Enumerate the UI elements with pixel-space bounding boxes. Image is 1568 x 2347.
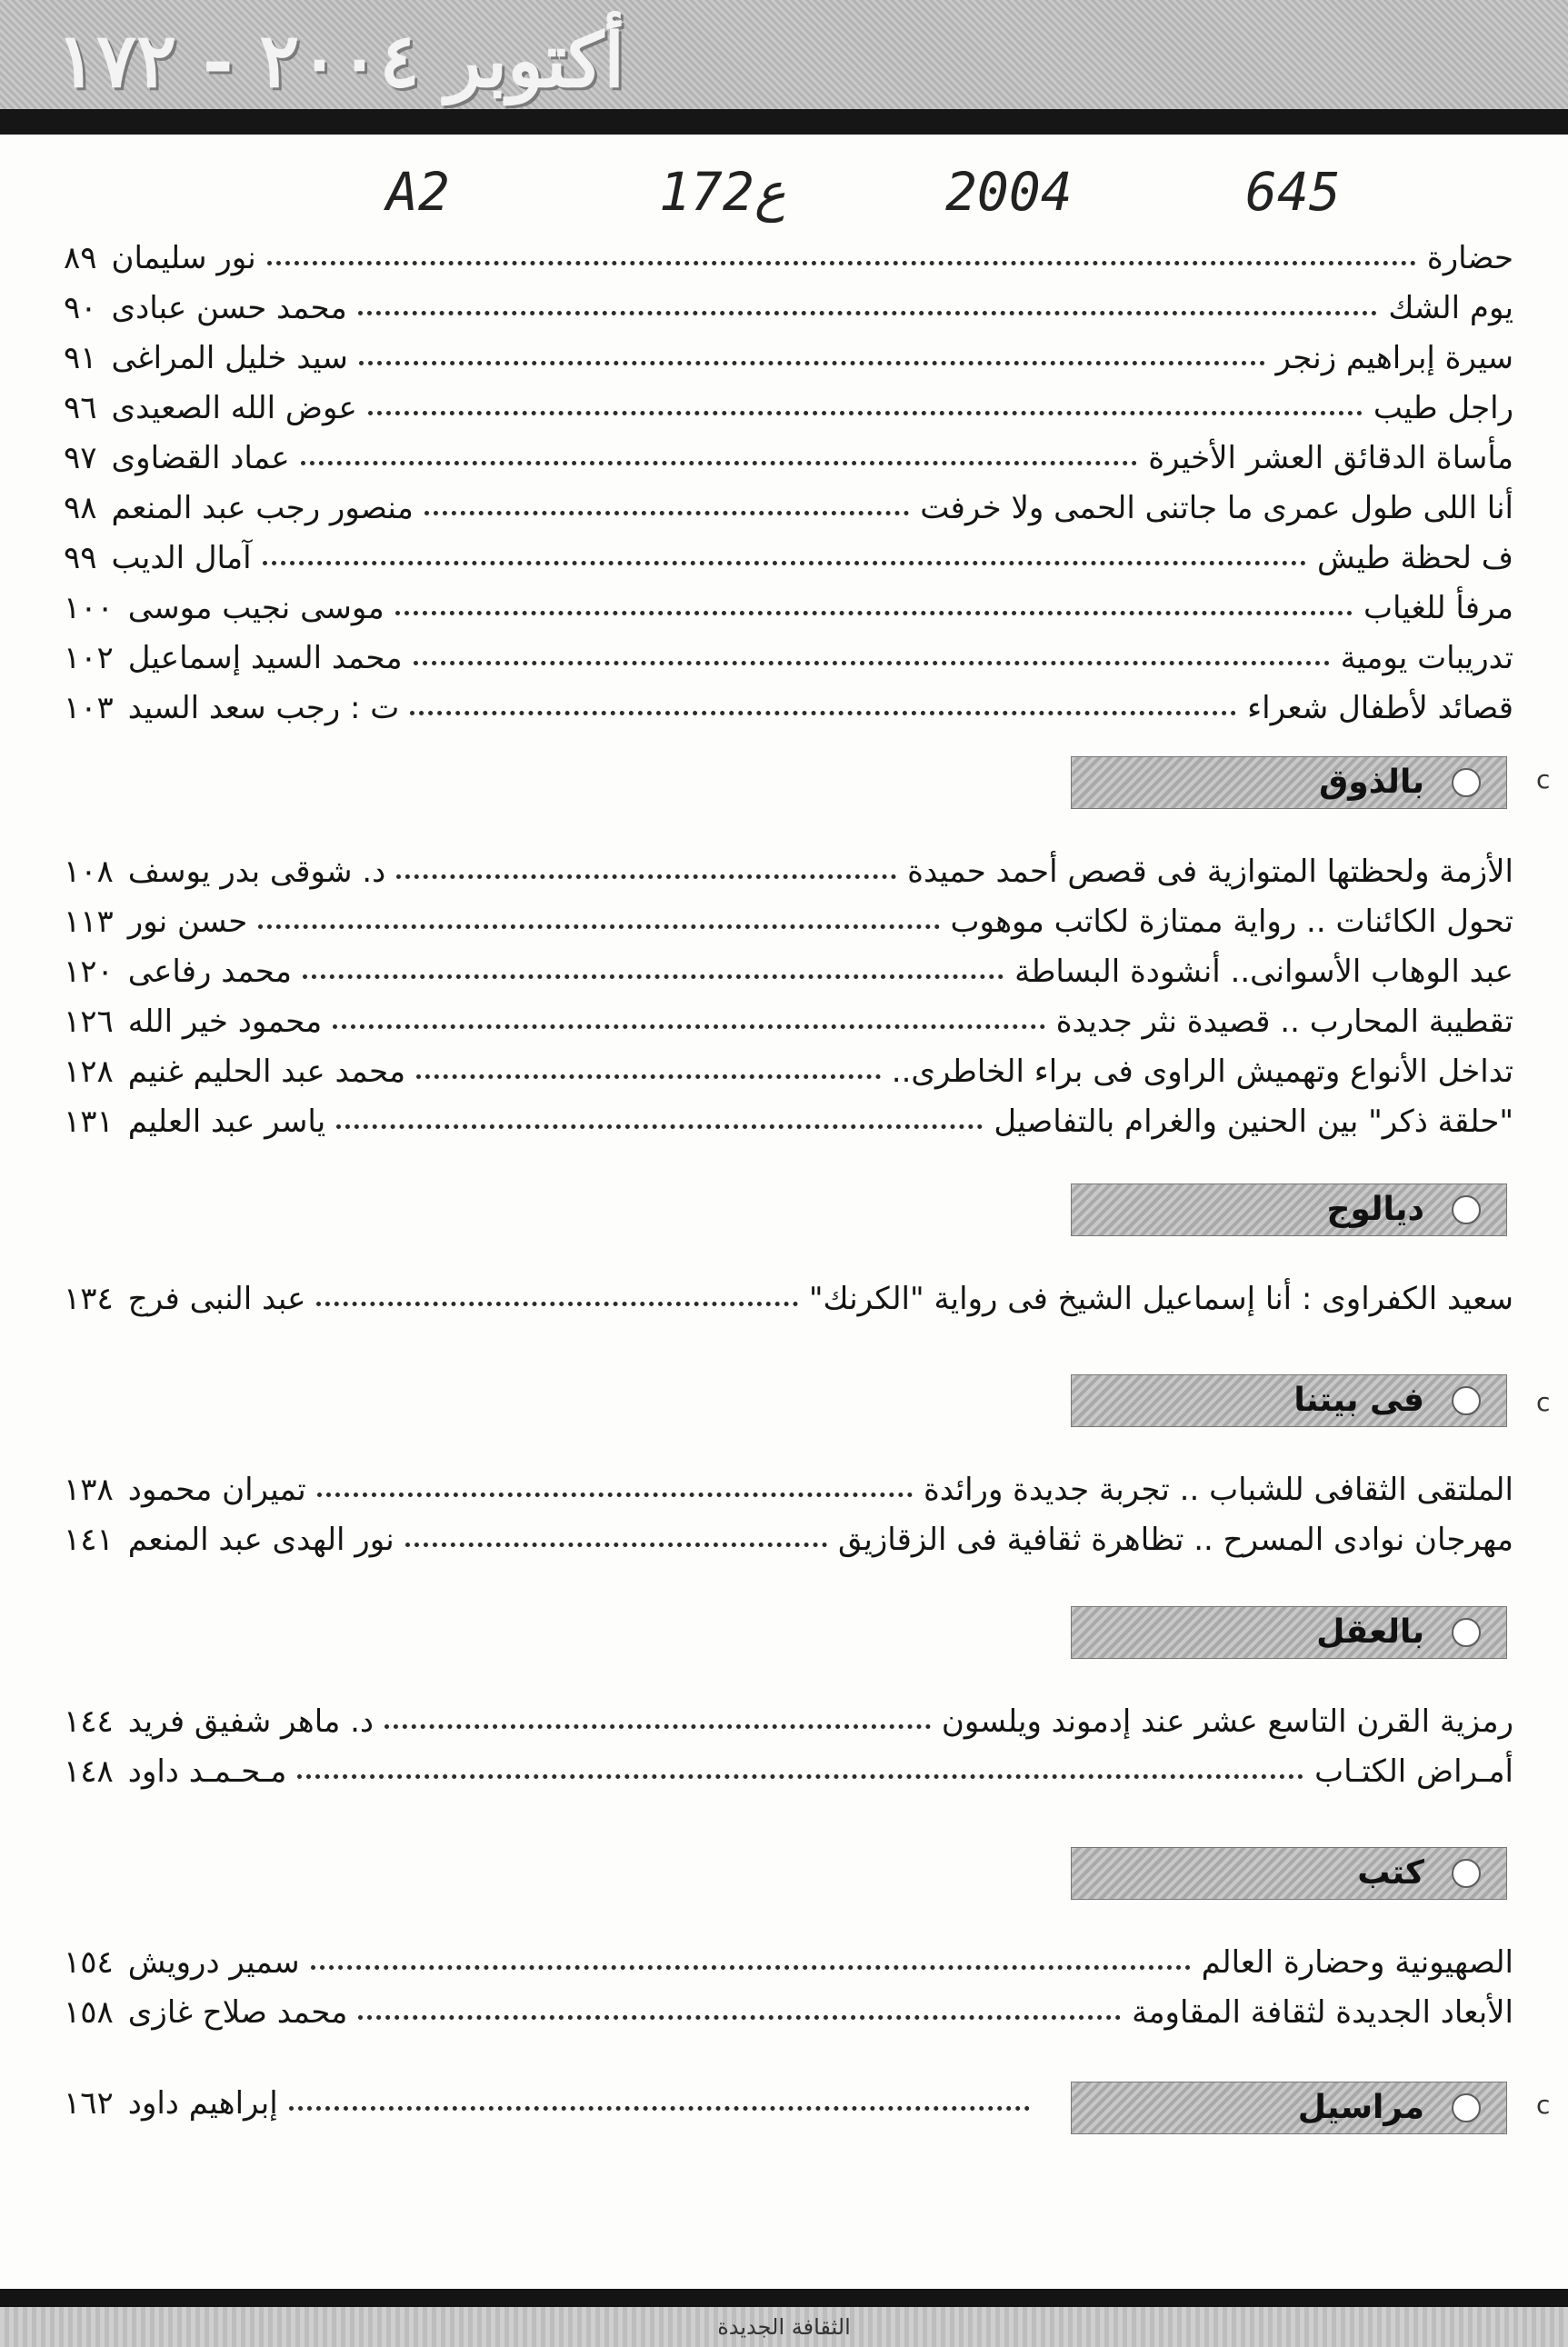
entry-author: محمد السيد إسماعيل — [127, 640, 403, 676]
entry-author: حسن نور — [127, 904, 248, 940]
dot-leader — [316, 1277, 797, 1306]
dot-leader — [303, 950, 1004, 979]
entry-author: محمد حسن عبادى — [111, 290, 347, 326]
entry-title: "حلقة ذكر" بين الحنين والغرام بالتفاصيل — [994, 1104, 1513, 1140]
dot-leader — [410, 686, 1236, 715]
entry-title: مأساة الدقائق العشر الأخيرة — [1148, 440, 1513, 476]
toc-entry — [64, 1468, 1513, 1512]
handwritten-issue: 172ع — [659, 161, 786, 223]
dot-leader — [297, 1750, 1303, 1779]
entry-page-number: ١٥٨ — [64, 1994, 114, 2031]
toc-entry — [64, 236, 1513, 280]
entry-page-number: ٩٠ — [64, 290, 97, 326]
entry-author: محمد رفاعى — [127, 954, 292, 990]
entry-author: محمد عبد الحليم غنيم — [127, 1054, 406, 1090]
entry-page-number: ١٤٨ — [64, 1753, 114, 1790]
toc-entry — [64, 1518, 1513, 1562]
section-label: كتب — [1357, 1854, 1424, 1892]
section-bullet-icon — [1452, 1386, 1481, 1415]
toc-entry — [64, 1050, 1513, 1094]
footer-title: الثقافة الجديدة — [717, 2314, 851, 2340]
entry-title: الأزمة ولحظتها المتوازية فى قصص أحمد حميدة — [907, 854, 1513, 890]
entry-page-number: ١٢٠ — [64, 954, 114, 990]
entry-author: سمير درويش — [127, 1944, 300, 1981]
section-heading — [1071, 1183, 1507, 1236]
entry-author: نور سليمان — [111, 240, 256, 276]
section-bullet-icon — [1452, 1859, 1481, 1888]
entry-title: أمـراض الكتـاب — [1314, 1753, 1513, 1790]
entry-page-number: ١٦٢ — [64, 2085, 114, 2122]
toc-entry — [64, 336, 1513, 380]
issue-title: أكتوبر ٢٠٠٤ - ١٧٢ — [56, 17, 624, 105]
entry-author: آمال الديب — [111, 540, 252, 576]
entry-page-number: ١٠٨ — [64, 854, 114, 890]
section-heading — [1071, 756, 1507, 809]
dot-leader — [416, 1050, 881, 1079]
entry-page-number: ٩٨ — [64, 490, 97, 526]
handwritten-year: 2004 — [945, 161, 1073, 223]
section-label: مراسيل — [1297, 2089, 1424, 2126]
entry-title: سيرة إبراهيم زنجر — [1275, 340, 1513, 376]
entry-author: د. ماهر شفيق فريد — [127, 1703, 375, 1740]
entry-page-number: ١٠٣ — [64, 690, 114, 726]
toc-entry — [64, 386, 1513, 430]
section-bullet-icon — [1452, 768, 1481, 797]
entry-author: د. شوقى بدر يوسف — [127, 854, 386, 890]
entry-author: عماد القضاوى — [111, 440, 290, 476]
entry-title: تدريبات يومية — [1340, 640, 1513, 676]
section-label: بالعقل — [1316, 1613, 1424, 1651]
dot-leader — [289, 2082, 1030, 2111]
entry-title: راجل طيب — [1373, 390, 1513, 426]
toc-entry — [64, 1991, 1513, 2034]
entry-title: مرفأ للغياب — [1363, 590, 1513, 626]
toc-entry — [64, 850, 1513, 894]
dot-leader — [358, 1991, 1121, 2020]
entry-title: ف لحظة طيش — [1317, 540, 1513, 576]
toc-entry — [64, 950, 1513, 994]
section-heading — [1071, 1374, 1507, 1427]
handwritten-code: A2 — [386, 161, 450, 223]
entry-page-number: ٩٦ — [64, 390, 97, 426]
entry-title: رمزية القرن التاسع عشر عند إدموند ويلسون — [941, 1703, 1513, 1740]
entry-author: محمد صلاح غازى — [127, 1994, 348, 2031]
entry-page-number: ١٣٨ — [64, 1472, 114, 1508]
entry-page-number: ٩٧ — [64, 440, 97, 476]
binding-mark: ᴄ — [1536, 764, 1551, 794]
handwritten-page: 645 — [1245, 161, 1341, 223]
dot-leader — [359, 336, 1265, 365]
dot-leader — [395, 586, 1353, 615]
entry-page-number: ٨٩ — [64, 240, 97, 276]
entry-page-number: ١٣٤ — [64, 1281, 114, 1317]
entry-author: إبراهيم داود — [127, 2085, 278, 2122]
dot-leader — [301, 436, 1138, 465]
section-heading — [1071, 2082, 1507, 2134]
section-label: فى بيتنا — [1293, 1382, 1424, 1419]
toc-entry — [64, 286, 1513, 330]
dot-leader — [396, 850, 896, 879]
binding-mark: ᴄ — [1536, 1387, 1551, 1417]
footer-bar — [0, 2289, 1568, 2307]
entry-page-number: ١٢٨ — [64, 1054, 114, 1090]
dot-leader — [263, 536, 1306, 565]
toc-entry — [64, 586, 1513, 630]
toc-entry — [64, 636, 1513, 680]
section-heading — [1071, 1847, 1507, 1900]
dot-leader — [258, 900, 939, 929]
toc-entry — [64, 436, 1513, 480]
entry-title: يوم الشك — [1388, 290, 1513, 326]
entry-page-number: ١٠٢ — [64, 640, 114, 676]
toc-entry — [64, 1277, 1513, 1321]
entry-page-number: ١٤١ — [64, 1522, 114, 1558]
section-heading — [1071, 1606, 1507, 1659]
dot-leader — [385, 1700, 931, 1729]
toc-entry — [64, 1941, 1513, 1984]
entry-page-number: ١٣١ — [64, 1104, 114, 1140]
entry-author: نور الهدى عبد المنعم — [127, 1522, 394, 1558]
entry-page-number: ١٢٦ — [64, 1004, 114, 1040]
dot-leader — [368, 386, 1363, 415]
entry-author: تميران محمود — [127, 1472, 306, 1508]
toc-entry — [64, 1000, 1513, 1044]
section-bullet-icon — [1452, 1195, 1481, 1224]
toc-entry — [64, 1700, 1513, 1743]
entry-page-number: ٩٩ — [64, 540, 97, 576]
section-bullet-icon — [1452, 1618, 1481, 1647]
entry-page-number: ١١٣ — [64, 904, 114, 940]
entry-title: تقطيبة المحارب .. قصيدة نثر جديدة — [1055, 1004, 1513, 1040]
entry-title: أنا اللى طول عمرى ما جاتنى الحمى ولا خرفت — [920, 490, 1513, 526]
section-bullet-icon — [1452, 2093, 1481, 2122]
entry-author: عبد النبى فرج — [127, 1281, 306, 1317]
dot-leader — [311, 1941, 1191, 1970]
entry-page-number: ١٥٤ — [64, 1944, 114, 1981]
entry-title: تحول الكائنات .. رواية ممتازة لكاتب موهوب — [950, 904, 1513, 940]
dot-leader — [424, 486, 909, 515]
toc-entry — [64, 1750, 1513, 1793]
toc-entry — [64, 1100, 1513, 1144]
entry-author: عوض الله الصعيدى — [111, 390, 357, 426]
dot-leader — [267, 236, 1416, 265]
entry-page-number: ١٤٤ — [64, 1703, 114, 1740]
entry-author: مـحـمـد داود — [127, 1753, 287, 1790]
dot-leader — [358, 286, 1378, 315]
entry-title: قصائد لأطفال شعراء — [1247, 690, 1513, 726]
dot-leader — [336, 1100, 983, 1129]
entry-author: ياسر عبد العليم — [127, 1104, 326, 1140]
toc-entry — [64, 2082, 1041, 2125]
toc-entry — [64, 900, 1513, 944]
entry-title: حضارة — [1426, 240, 1513, 276]
entry-author: منصور رجب عبد المنعم — [111, 490, 414, 526]
entry-author: ت : رجب سعد السيد — [127, 690, 400, 726]
dot-leader — [414, 636, 1330, 665]
binding-mark: ᴄ — [1536, 2090, 1551, 2120]
section-label: ديالوج — [1326, 1191, 1424, 1228]
entry-author: سيد خليل المراغى — [111, 340, 348, 376]
entry-author: محمود خير الله — [127, 1004, 323, 1040]
dot-leader — [405, 1518, 827, 1547]
issue-header — [0, 0, 1568, 135]
entry-title: مهرجان نوادى المسرح .. تظاهرة ثقافية فى الزقازيق — [838, 1522, 1513, 1558]
toc-entry — [64, 686, 1513, 730]
entry-title: الملتقى الثقافى للشباب .. تجربة جديدة ورائدة — [923, 1472, 1513, 1508]
dot-leader — [317, 1468, 913, 1497]
entry-title: الأبعاد الجديدة لثقافة المقاومة — [1132, 1994, 1513, 2031]
entry-title: تداخل الأنواع وتهميش الراوى فى براء الخاطرى.. — [891, 1054, 1513, 1090]
dot-leader — [333, 1000, 1044, 1029]
section-label: بالذوق — [1319, 764, 1424, 801]
toc-entry — [64, 536, 1513, 580]
entry-page-number: ٩١ — [64, 340, 97, 376]
entry-page-number: ١٠٠ — [64, 590, 114, 626]
toc-entry — [64, 486, 1513, 530]
entry-title: عبد الوهاب الأسوانى.. أنشودة البساطة — [1014, 954, 1513, 990]
entry-author: موسى نجيب موسى — [127, 590, 385, 626]
entry-title: الصهيونية وحضارة العالم — [1201, 1944, 1513, 1981]
entry-title: سعيد الكفراوى : أنا إسماعيل الشيخ فى رواية "الكرنك" — [808, 1281, 1513, 1317]
